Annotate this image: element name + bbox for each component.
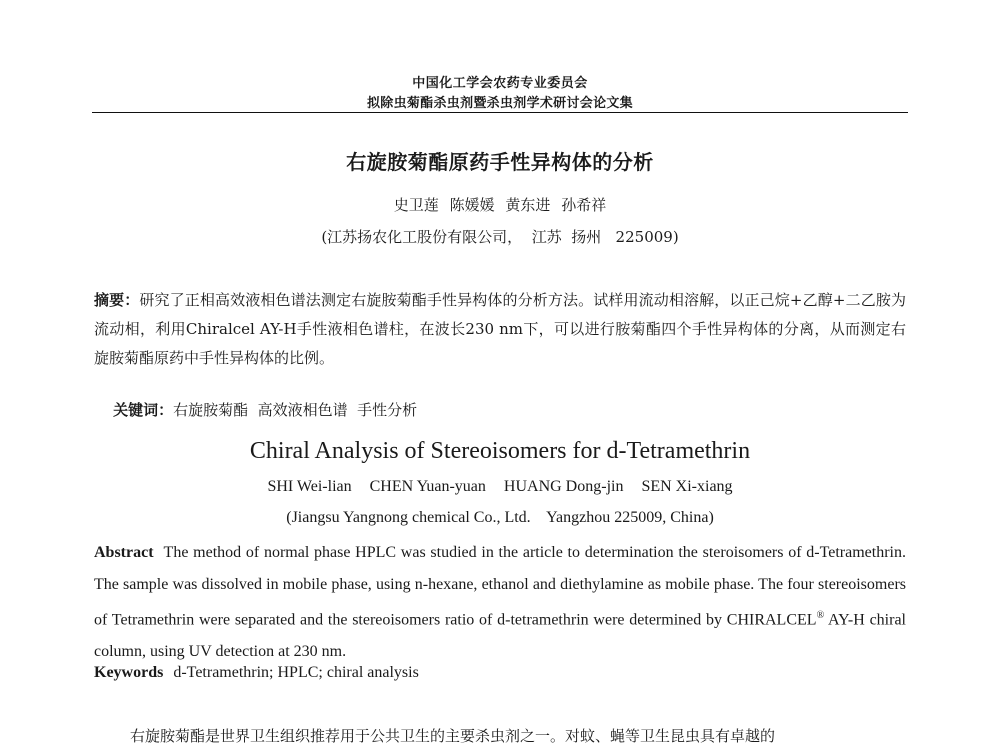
registered-mark: ® (816, 610, 825, 621)
affiliation-cn: (江苏扬农化工股份有限公司， 江苏 扬州 225009) (321, 228, 679, 246)
abstract-en (94, 537, 906, 667)
paper-title-cn: 右旋胺菊酯原药手性异构体的分析 (346, 150, 654, 174)
authors-en (0, 478, 1000, 496)
header-collection-title: 拟除虫菊酯杀虫剂暨杀虫剂学术研讨会论文集 (366, 96, 633, 111)
paper-title-en: Chiral Analysis of Stereoisomers for d-Tetramethrin (249, 438, 751, 464)
author-cn: 孙希祥 (561, 196, 607, 214)
abstract-cn-text: 研究了正相高效液相色谱法测定右旋胺菊酯手性异构体的分析方法。试样用流动相溶解，以正己烷+乙醇+二乙胺为流动相，利用Chiralcel AY-H手性液相色谱柱，在波长230 nm下，可以进行胺菊酯四个手性异构体的分离，从而测定右旋胺菊酯原药中手性异构体的比例。 (94, 291, 906, 367)
abstract-en-text: The method of normal phase HPLC was studied in the article to determination the steroisomers of d-Tetramethrin. The sample was dissolved in mobile phase, using n-hexane, ethanol and diethylamine as mobile phase. The four stereoisomers of Tetramethrin were separated and the stereoisomers ratio of d-tetramethrin were determined by CHIRALCEL (94, 544, 906, 629)
abstract-cn-label: 摘要： (94, 291, 140, 309)
author-cn: 陈媛媛 (449, 196, 495, 214)
keywords-en (94, 664, 906, 682)
authors-cn (0, 194, 1000, 215)
author-en: SEN Xi-xiang (641, 478, 733, 495)
keywords-en-text: d-Tetramethrin; HPLC; chiral analysis (173, 664, 419, 681)
keywords-cn (94, 381, 906, 438)
abstract-en-label: Abstract (94, 544, 154, 561)
author-cn: 黄东进 (505, 196, 551, 214)
author-en: CHEN Yuan-yuan (369, 478, 486, 495)
keywords-en-label: Keywords (94, 664, 164, 681)
keywords-cn-label: 关键词： (113, 401, 174, 419)
body-paragraph-start: 右旋胺菊酯是世界卫生组织推荐用于公共卫生的主要杀虫剂之一。对蚊、蝇等卫生昆虫具有卓越的 (130, 727, 776, 745)
header-organization: 中国化工学会农药专业委员会 (412, 76, 588, 91)
abstract-en-text-end: AY-H chiral column, using UV detection at 230 nm. (94, 611, 907, 660)
affiliation-en: (Jiangsu Yangnong chemical Co., Ltd. Yangzhou 225009, China) (286, 509, 714, 526)
author-en: SHI Wei-lian (267, 478, 352, 495)
abstract-cn (94, 286, 906, 373)
author-en: HUANG Dong-jin (503, 478, 624, 495)
keywords-cn-text: 右旋胺菊酯 高效液相色谱 手性分析 (173, 401, 418, 419)
header-rule (92, 112, 908, 113)
author-cn: 史卫莲 (393, 196, 439, 214)
